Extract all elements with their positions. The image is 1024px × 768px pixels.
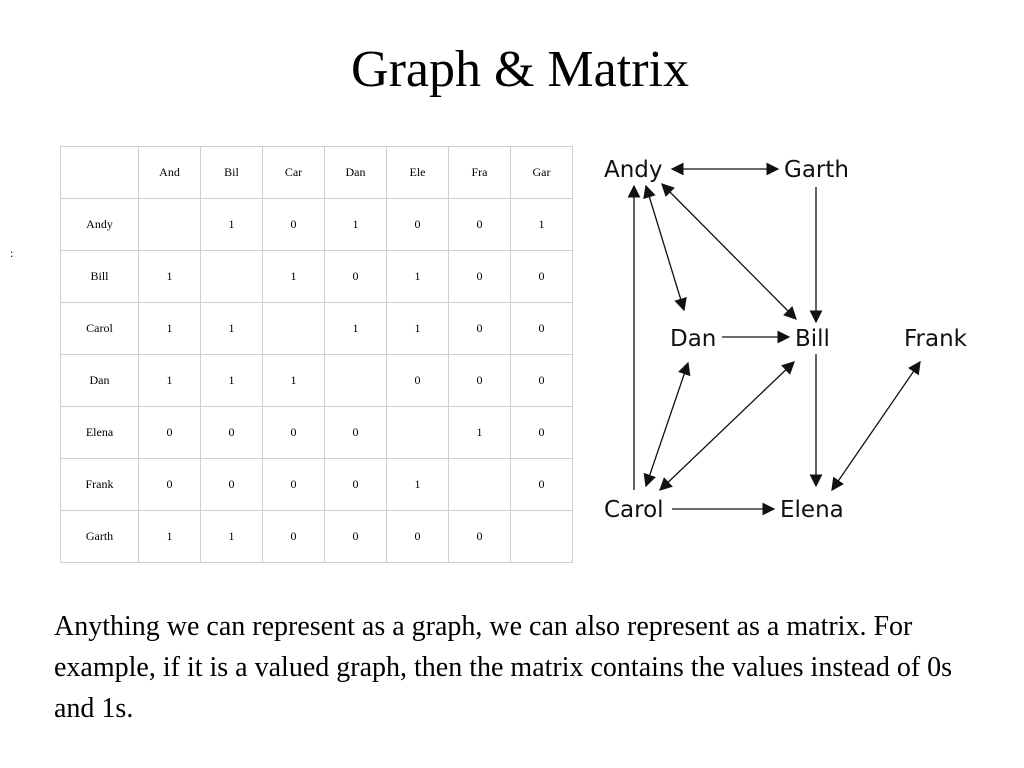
matrix-cell: 0 bbox=[511, 303, 573, 355]
node-bill: Bill bbox=[795, 326, 830, 352]
description-text: Anything we can represent as a graph, we can also represent as a matrix. For example, if it is a valued graph, then the matrix contains the values instead of 0s and 1s. bbox=[54, 611, 953, 724]
matrix-cell: 0 bbox=[449, 303, 511, 355]
matrix-column-header: Ele bbox=[387, 147, 449, 199]
node-carol: Carol bbox=[604, 497, 664, 523]
matrix-column-header: Fra bbox=[449, 147, 511, 199]
matrix-header-row bbox=[61, 147, 573, 199]
network-graph bbox=[594, 140, 980, 540]
matrix-cell: 1 bbox=[201, 199, 263, 251]
matrix-row-header: Frank bbox=[61, 459, 139, 511]
matrix-row bbox=[61, 355, 573, 407]
matrix-cell: 1 bbox=[387, 459, 449, 511]
matrix-cell bbox=[449, 459, 511, 511]
matrix-cell: 0 bbox=[387, 511, 449, 563]
matrix-cell: 1 bbox=[387, 303, 449, 355]
matrix-cell: 0 bbox=[263, 407, 325, 459]
matrix-cell bbox=[201, 251, 263, 303]
node-dan: Dan bbox=[670, 326, 717, 352]
matrix-cell bbox=[263, 303, 325, 355]
matrix-cell bbox=[325, 355, 387, 407]
matrix-cell: 0 bbox=[511, 459, 573, 511]
matrix-row bbox=[61, 407, 573, 459]
matrix-cell: 1 bbox=[263, 355, 325, 407]
matrix-column-header: And bbox=[139, 147, 201, 199]
edge-carol-bill bbox=[660, 362, 794, 490]
matrix-cell: 0 bbox=[449, 251, 511, 303]
matrix-cell: 0 bbox=[449, 199, 511, 251]
matrix-cell: 0 bbox=[387, 199, 449, 251]
slide-title: Graph & Matrix bbox=[351, 41, 689, 98]
matrix-cell: 0 bbox=[325, 511, 387, 563]
node-frank: Frank bbox=[904, 326, 968, 352]
matrix-cell: 0 bbox=[325, 459, 387, 511]
matrix-corner-cell bbox=[61, 147, 139, 199]
matrix-cell: 1 bbox=[387, 251, 449, 303]
matrix-column-header: Car bbox=[263, 147, 325, 199]
matrix-cell: 1 bbox=[139, 511, 201, 563]
matrix-cell: 0 bbox=[201, 459, 263, 511]
matrix-column-header: Bil bbox=[201, 147, 263, 199]
matrix-cell: 1 bbox=[139, 355, 201, 407]
adjacency-matrix bbox=[60, 146, 573, 563]
matrix-row-header: Andy bbox=[61, 199, 139, 251]
matrix-cell: 0 bbox=[387, 355, 449, 407]
node-elena: Elena bbox=[780, 497, 844, 523]
edge-carol-dan bbox=[646, 363, 688, 486]
matrix-cell: 0 bbox=[449, 511, 511, 563]
matrix-cell: 1 bbox=[325, 303, 387, 355]
matrix-row-header: Dan bbox=[61, 355, 139, 407]
matrix-cell bbox=[511, 511, 573, 563]
matrix-cell: 0 bbox=[511, 355, 573, 407]
matrix-cell: 1 bbox=[201, 511, 263, 563]
matrix-row bbox=[61, 199, 573, 251]
matrix-row bbox=[61, 251, 573, 303]
matrix-cell: 0 bbox=[263, 511, 325, 563]
matrix-column-header: Dan bbox=[325, 147, 387, 199]
matrix-cell: 0 bbox=[139, 459, 201, 511]
matrix-row bbox=[61, 459, 573, 511]
matrix-row-header: Carol bbox=[61, 303, 139, 355]
matrix-cell: 0 bbox=[263, 459, 325, 511]
matrix-row-header: Garth bbox=[61, 511, 139, 563]
matrix-cell: 0 bbox=[511, 407, 573, 459]
matrix-cell: 0 bbox=[201, 407, 263, 459]
matrix-cell: 1 bbox=[201, 303, 263, 355]
matrix-cell bbox=[139, 199, 201, 251]
matrix-row-header: Elena bbox=[61, 407, 139, 459]
stray-mark: : bbox=[10, 246, 14, 260]
matrix-cell: 0 bbox=[325, 251, 387, 303]
edge-andy-dan bbox=[646, 186, 684, 310]
matrix-row bbox=[61, 303, 573, 355]
matrix-column-header: Gar bbox=[511, 147, 573, 199]
matrix-cell: 0 bbox=[139, 407, 201, 459]
matrix-row bbox=[61, 511, 573, 563]
matrix-cell: 0 bbox=[325, 407, 387, 459]
matrix-cell: 1 bbox=[449, 407, 511, 459]
matrix-cell: 0 bbox=[449, 355, 511, 407]
edge-frank-elena bbox=[832, 362, 920, 490]
matrix-cell: 0 bbox=[263, 199, 325, 251]
node-andy: Andy bbox=[604, 157, 663, 183]
matrix-cell: 0 bbox=[511, 251, 573, 303]
matrix-cell: 1 bbox=[201, 355, 263, 407]
matrix-cell: 1 bbox=[139, 251, 201, 303]
edge-andy-bill bbox=[662, 184, 796, 319]
matrix-row-header: Bill bbox=[61, 251, 139, 303]
matrix-cell: 1 bbox=[511, 199, 573, 251]
matrix-cell bbox=[387, 407, 449, 459]
node-garth: Garth bbox=[784, 157, 849, 183]
matrix-cell: 1 bbox=[139, 303, 201, 355]
matrix-cell: 1 bbox=[263, 251, 325, 303]
matrix-cell: 1 bbox=[325, 199, 387, 251]
